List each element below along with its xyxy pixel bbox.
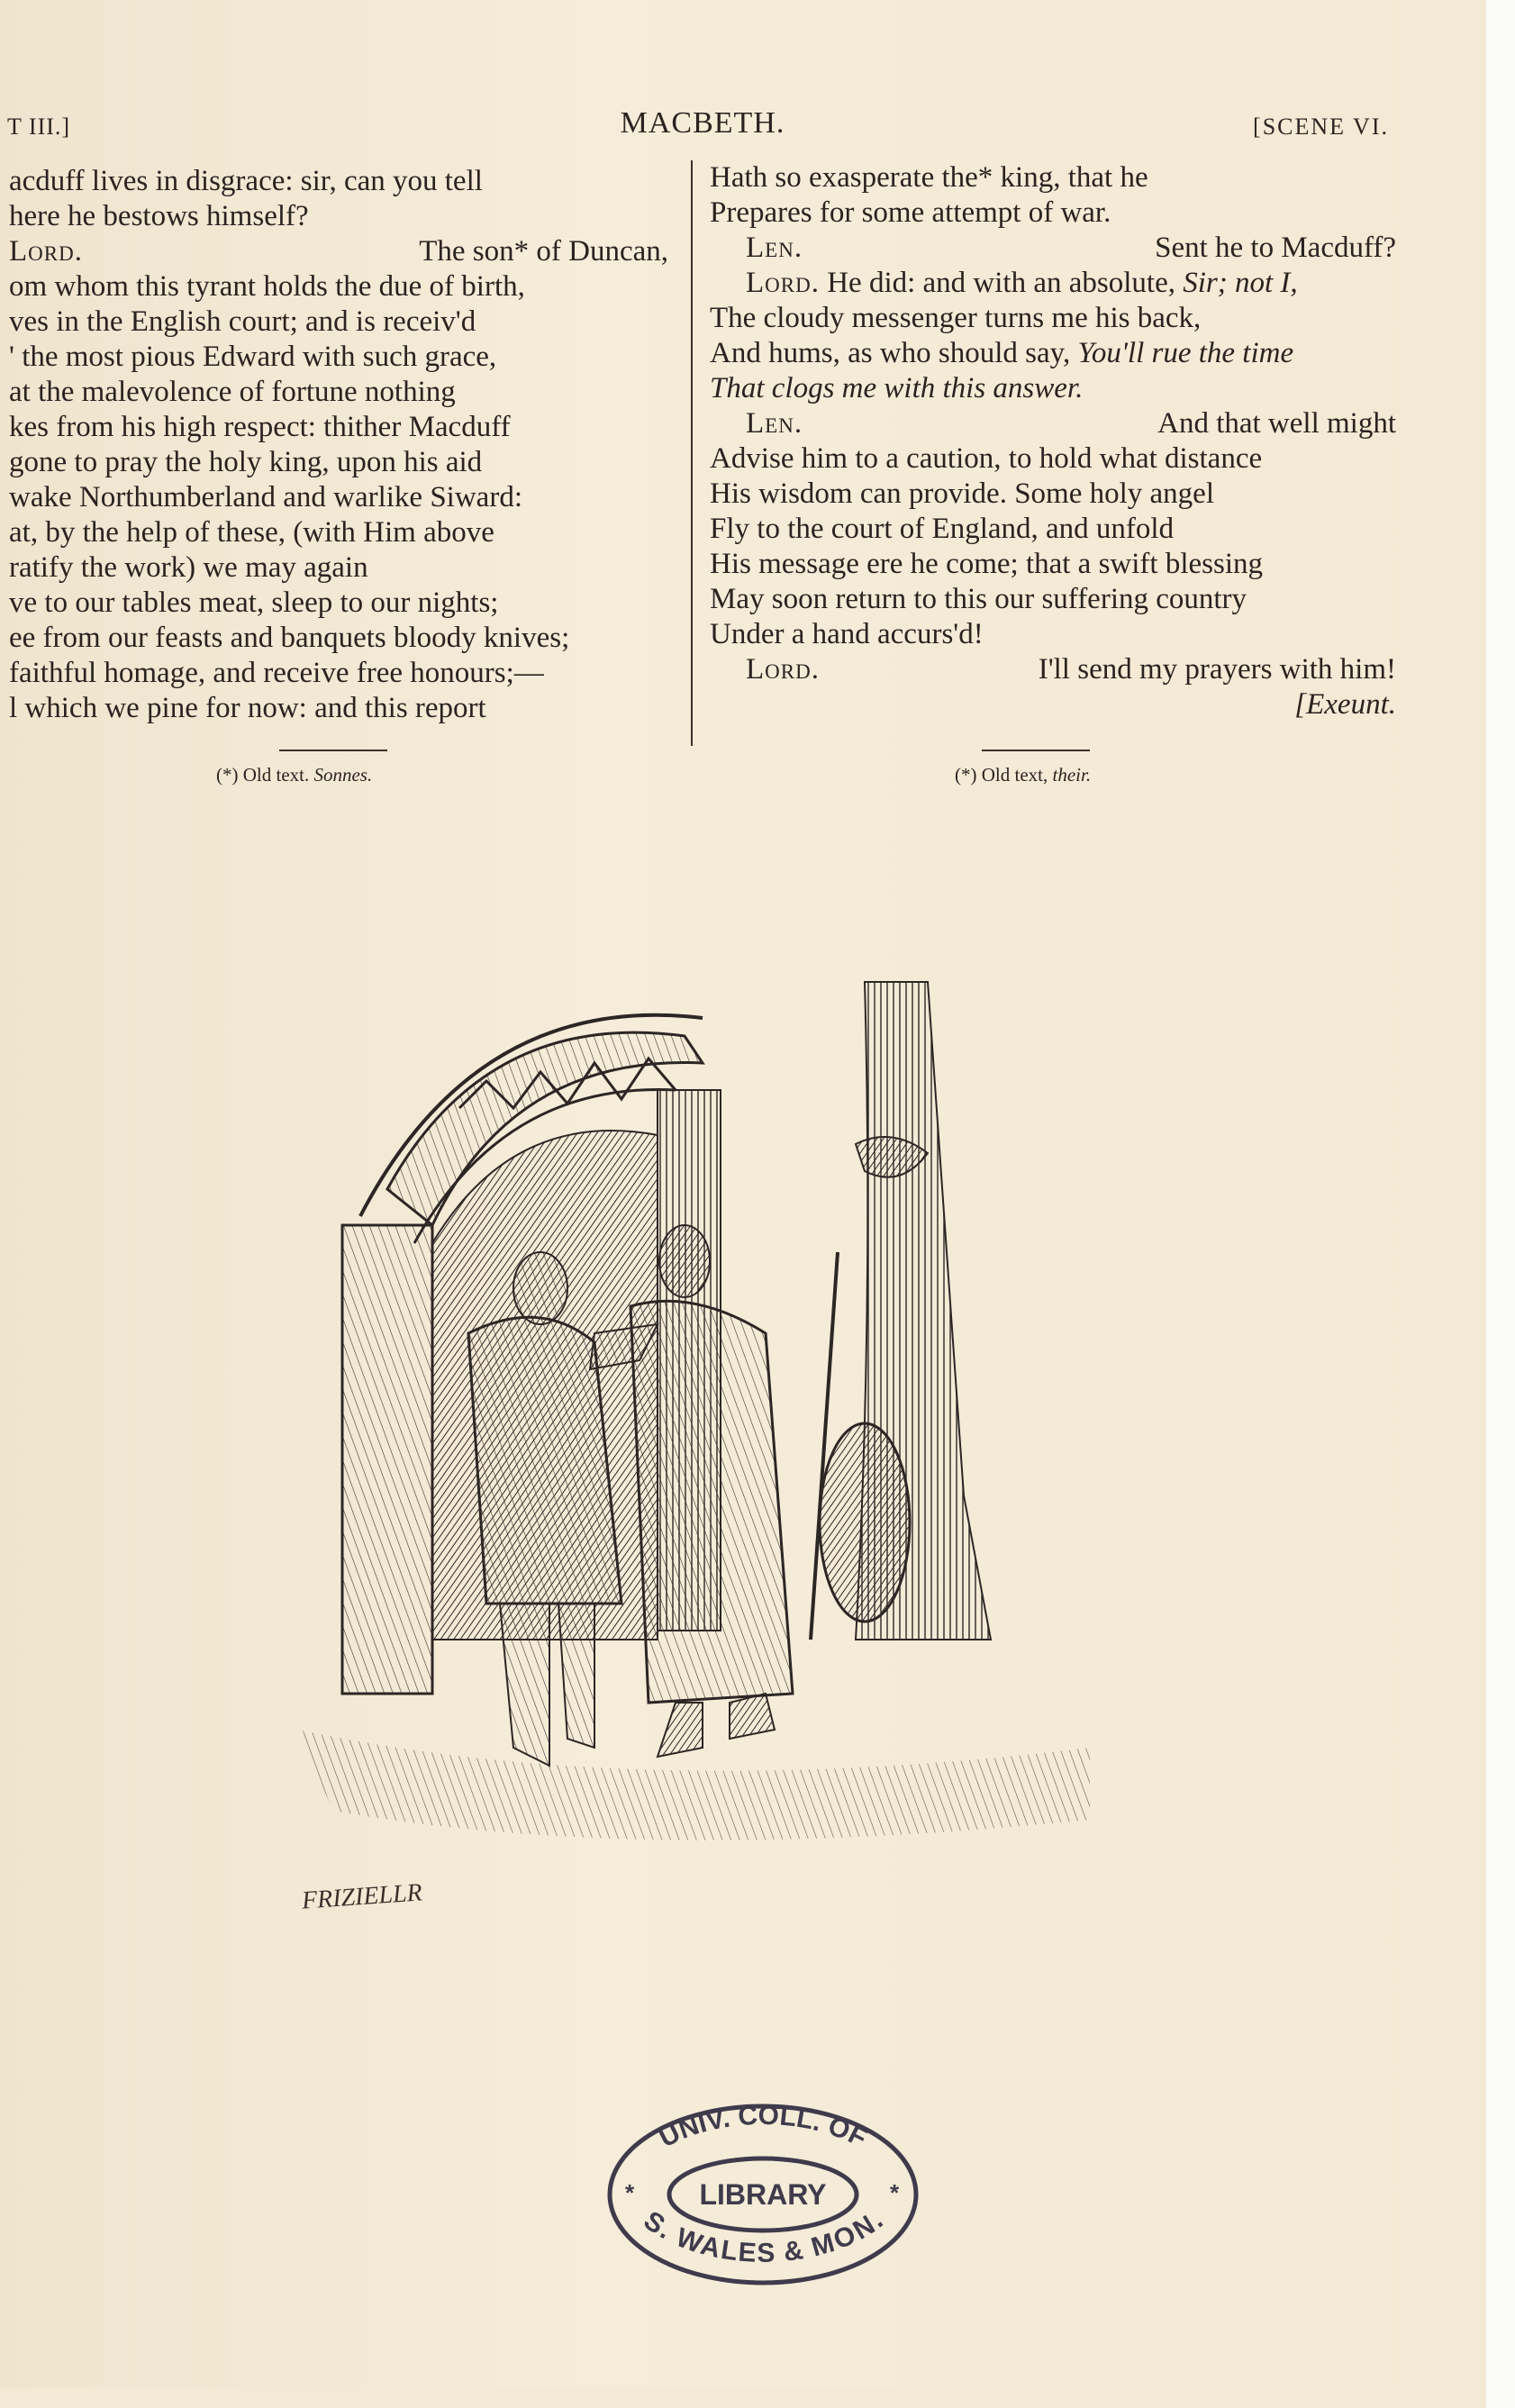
left-column xyxy=(9,164,676,726)
verse-line: faithful homage, and receive free honours;— xyxy=(9,657,544,689)
verse-line: Prepares for some attempt of war. xyxy=(710,196,1111,229)
speaker-name: Lord. xyxy=(746,653,820,686)
stage-direction: [Exeunt. xyxy=(1294,688,1396,721)
verse-text: I'll send my prayers with him! xyxy=(1038,653,1396,686)
left-pillar xyxy=(342,1225,432,1694)
stage-direction-line xyxy=(710,687,1403,722)
footnote-left xyxy=(216,764,372,786)
speech-line xyxy=(710,652,1403,687)
speaker-name: Lord. xyxy=(746,267,820,299)
verse-text: He did: and with an absolute, xyxy=(827,267,1184,299)
verse-line: at the malevolence of fortune nothing xyxy=(9,376,456,408)
engraving-illustration xyxy=(279,955,1180,2018)
footnote-rule-right xyxy=(982,750,1090,751)
verse-line: ratify the work) we may again xyxy=(9,551,368,584)
running-header xyxy=(0,106,1405,151)
footnote-right xyxy=(955,764,1091,786)
verse-text: And that well might xyxy=(1157,407,1396,440)
shield xyxy=(820,1423,910,1622)
verse-line: here he bestows himself? xyxy=(9,200,309,232)
verse-italic: You'll rue the time xyxy=(1077,337,1294,369)
verse-line: Fly to the court of England, and unfold xyxy=(710,513,1175,545)
speaker-name: Lord. xyxy=(9,235,83,268)
page-margin xyxy=(1486,0,1515,2408)
verse-text: The son* of Duncan, xyxy=(419,235,668,268)
stamp-top-text: UNIV. COLL. OF xyxy=(654,2102,872,2154)
header-act: T III.] xyxy=(7,114,71,140)
footnote-italic: their. xyxy=(1052,764,1092,786)
column-divider xyxy=(691,160,693,746)
footnote-text: (*) Old text. xyxy=(216,764,314,786)
verse-line: l which we pine for now: and this report xyxy=(9,692,486,724)
star-icon: * xyxy=(625,2179,635,2206)
stamp-bottom-text: S. WALES & MON. xyxy=(638,2205,889,2268)
verse-line: ee from our feasts and banquets bloody knives; xyxy=(9,622,570,654)
footnote-italic: Sonnes. xyxy=(313,764,373,786)
verse-line: ve to our tables meat, sleep to our nights; xyxy=(9,586,499,619)
speaker-name: Len. xyxy=(746,232,803,264)
verse-line: May soon return to this our suffering country xyxy=(710,583,1247,615)
footnote-rule-left xyxy=(279,750,387,751)
verse-line: ' the most pious Edward with such grace, xyxy=(9,341,497,373)
footnote-text: (*) Old text, xyxy=(955,764,1053,786)
speech-line xyxy=(710,266,1403,301)
illustration-signature: FRIZIELLR xyxy=(301,1878,423,1915)
right-column xyxy=(710,160,1403,722)
verse-line: Under a hand accurs'd! xyxy=(710,618,984,650)
verse-line: ves in the English court; and is receiv'd xyxy=(9,305,476,338)
verse-text: Sent he to Macduff? xyxy=(1155,232,1396,264)
header-scene: [SCENE VI. xyxy=(1253,114,1389,140)
verse-line: That clogs me with this answer. xyxy=(710,372,1084,404)
speech-line xyxy=(9,234,676,269)
verse-line xyxy=(710,336,1403,371)
verse-line: kes from his high respect: thither Macduff xyxy=(9,411,511,443)
verse-line: The cloudy messenger turns me his back, xyxy=(710,302,1202,334)
speech-line xyxy=(710,231,1403,266)
verse-line: His message ere he come; that a swift blessing xyxy=(710,548,1263,580)
verse-line: acduff lives in disgrace: sir, can you tell xyxy=(9,165,483,197)
header-title: MACBETH. xyxy=(620,106,785,140)
verse-italic: Sir; not I, xyxy=(1183,267,1298,299)
speaker-name: Len. xyxy=(746,407,803,440)
verse-line: wake Northumberland and warlike Siward: xyxy=(9,481,522,513)
verse-line: Advise him to a caution, to hold what distance xyxy=(710,442,1263,475)
stamp-middle-text: LIBRARY xyxy=(699,2178,827,2211)
verse-line: om whom this tyrant holds the due of birth, xyxy=(9,270,525,303)
verse-line: at, by the help of these, (with Him above xyxy=(9,516,494,549)
verse-text: And hums, as who should say, xyxy=(710,337,1078,369)
speech-line xyxy=(710,406,1403,441)
verse-line: Hath so exasperate the* king, that he xyxy=(710,161,1148,194)
library-stamp xyxy=(605,2102,921,2287)
star-icon: * xyxy=(890,2179,900,2206)
verse-line: gone to pray the holy king, upon his aid xyxy=(9,446,483,478)
verse-line: His wisdom can provide. Some holy angel xyxy=(710,477,1215,510)
